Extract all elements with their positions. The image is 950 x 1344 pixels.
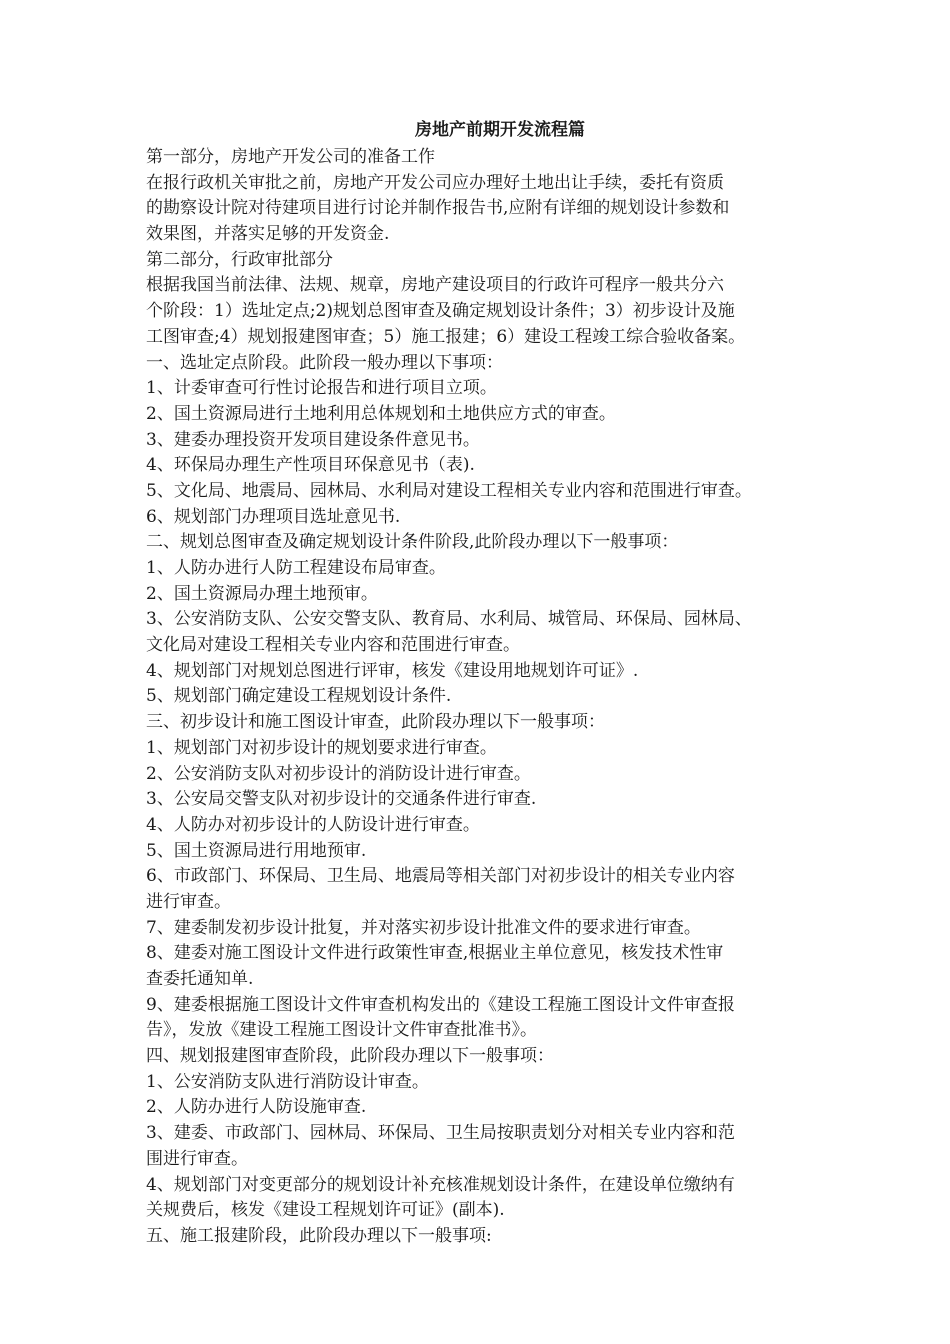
paragraph — [146, 428, 826, 454]
text-line: 1、规划部门对初步设计的规划要求进行审查。 — [146, 737, 497, 758]
text-line: 2、国土资源局进行土地利用总体规划和土地供应方式的审查。 — [146, 403, 616, 424]
paragraph — [146, 684, 826, 710]
text-line: 3、公安消防支队、公安交警支队、教育局、水利局、城管局、环保局、园林局、 — [146, 609, 752, 630]
text-line: 四、规划报建图审查阶段，此阶段办理以下一般事项： — [146, 1046, 554, 1067]
paragraph — [146, 736, 826, 762]
text-line: 1、公安消防支队进行消防设计审查。 — [146, 1071, 429, 1092]
paragraph — [146, 1121, 826, 1172]
text-line: 1、人防办进行人防工程建设布局审查。 — [146, 558, 446, 578]
text-line: 个阶段：1）选址定点;2)规划总图审查及确定规划设计条件；3）初步设计及施 — [146, 301, 735, 322]
text-line: 告》，发放《建设工程施工图设计文件审查批准书》。 — [146, 1020, 537, 1041]
text-line: 效果图，并落实足够的开发资金. — [146, 224, 390, 245]
text-line: 工图审查;4）规划报建图审查；5）施工报建；6）建设工程竣工综合验收备案。 — [146, 326, 746, 347]
paragraph — [146, 1224, 826, 1250]
text-line: 7、建委制发初步设计批复，并对落实初步设计批准文件的要求进行审查。 — [146, 917, 701, 938]
text-line: 围进行审查。 — [146, 1148, 248, 1169]
text-line: 3、建委办理投资开发项目建设条件意见书。 — [146, 429, 480, 450]
paragraph — [146, 402, 826, 428]
paragraph — [146, 710, 826, 736]
text-line: 6、市政部门、环保局、卫生局、地震局等相关部门对初步设计的相关专业内容 — [146, 866, 735, 887]
text-line: 3、公安局交警支队对初步设计的交通条件进行审查. — [146, 789, 537, 810]
text-line: 五、施工报建阶段，此阶段办理以下一般事项: — [146, 1225, 492, 1246]
text-line: 查委托通知单. — [146, 969, 254, 989]
paragraph — [146, 505, 826, 531]
text-line: 9、建委根据施工图设计文件审查机构发出的《建设工程施工图设计文件审查报 — [146, 994, 735, 1015]
text-line: 1、计委审查可行性讨论报告和进行项目立项。 — [146, 378, 497, 399]
paragraph — [146, 607, 826, 658]
text-line: 二、规划总图审查及确定规划设计条件阶段,此阶段办理以下一般事项： — [146, 532, 679, 553]
paragraph — [146, 839, 826, 865]
paragraph — [146, 1095, 826, 1121]
text-line: 4、环保局办理生产性项目环保意见书（表). — [146, 455, 475, 476]
text-line: 关规费后，核发《建设工程规划许可证》(副本). — [146, 1200, 505, 1221]
document-page — [146, 118, 826, 1250]
paragraph — [146, 376, 826, 402]
paragraph — [146, 916, 826, 942]
text-line: 2、公安消防支队对初步设计的消防设计进行审查。 — [146, 763, 531, 784]
text-line: 第一部分，房地产开发公司的准备工作 — [146, 147, 435, 167]
text-line: 4、人防办对初步设计的人防设计进行审查。 — [146, 814, 480, 835]
text-line: 进行审查。 — [146, 891, 231, 912]
text-line: 在报行政机关审批之前，房地产开发公司应办理好土地出让手续，委托有资质 — [146, 172, 724, 193]
text-line: 5、规划部门确定建设工程规划设计条件. — [146, 686, 452, 707]
paragraph — [146, 864, 826, 915]
document-body — [146, 145, 826, 1250]
text-line: 4、规划部门对变更部分的规划设计补充核准规划设计条件，在建设单位缴纳有 — [146, 1174, 735, 1195]
paragraph — [146, 248, 826, 274]
text-line: 4、规划部门对规划总图进行评审，核发《建设用地规划许可证》. — [146, 660, 639, 681]
paragraph — [146, 453, 826, 479]
text-line: 6、规划部门办理项目选址意见书. — [146, 506, 401, 527]
paragraph — [146, 582, 826, 608]
paragraph — [146, 787, 826, 813]
paragraph — [146, 941, 826, 992]
paragraph — [146, 530, 826, 556]
text-line: 8、建委对施工图设计文件进行政策性审查,根据业主单位意见，核发技术性审 — [146, 943, 724, 964]
text-line: 一、选址定点阶段。此阶段一般办理以下事项： — [146, 352, 503, 373]
paragraph — [146, 659, 826, 685]
paragraph — [146, 762, 826, 788]
text-line: 三、初步设计和施工图设计审查，此阶段办理以下一般事项： — [146, 712, 605, 733]
text-line: 根据我国当前法律、法规、规章，房地产建设项目的行政许可程序一般共分六 — [146, 275, 724, 296]
paragraph — [146, 479, 826, 505]
text-line: 2、人防办进行人防设施审查. — [146, 1097, 367, 1118]
paragraph — [146, 813, 826, 839]
text-line: 3、建委、市政部门、园林局、环保局、卫生局按职责划分对相关专业内容和范 — [146, 1123, 735, 1144]
text-line: 第二部分，行政审批部分 — [146, 249, 333, 270]
text-line: 5、国土资源局进行用地预审. — [146, 840, 367, 861]
document-title: 房地产前期开发流程篇 — [415, 120, 585, 140]
paragraph — [146, 1070, 826, 1096]
paragraph — [146, 1044, 826, 1070]
paragraph — [146, 993, 826, 1044]
text-line: 的勘察设计院对待建项目进行讨论并制作报告书,应附有详细的规划设计参数和 — [146, 198, 730, 219]
paragraph — [146, 273, 826, 350]
paragraph — [146, 145, 826, 171]
paragraph — [146, 556, 826, 582]
text-line: 2、国土资源局办理土地预审。 — [146, 583, 378, 604]
paragraph — [146, 171, 826, 248]
text-line: 5、文化局、地震局、园林局、水利局对建设工程相关专业内容和范围进行审查。 — [146, 480, 752, 501]
paragraph — [146, 1173, 826, 1224]
text-line: 文化局对建设工程相关专业内容和范围进行审查。 — [146, 635, 520, 656]
paragraph — [146, 351, 826, 377]
